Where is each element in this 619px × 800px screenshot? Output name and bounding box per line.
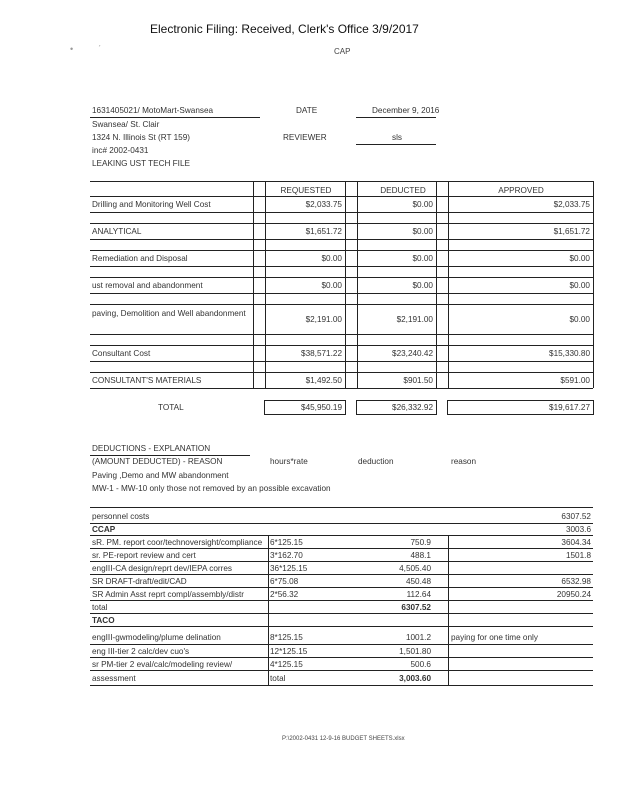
taco-row-label: engIII-gwmodeling/plume delination xyxy=(92,633,221,642)
taco-row-rate: 12*125.15 xyxy=(270,647,308,656)
row-rule xyxy=(90,685,593,686)
budget-row-deducted: $0.00 xyxy=(412,281,433,290)
budget-row-approved: $0.00 xyxy=(569,315,590,324)
row-rule xyxy=(90,361,593,362)
budget-row-label: CONSULTANT'S MATERIALS xyxy=(92,376,202,385)
ccap-row-rate: 6*125.15 xyxy=(270,538,303,547)
site-address-line: 1324 N. Illinois St (RT 159) xyxy=(92,133,190,142)
budget-row-deducted: $0.00 xyxy=(412,200,433,209)
taco-row-deduction: 1001.2 xyxy=(405,633,431,642)
row-rule xyxy=(90,626,593,627)
row-rule xyxy=(90,523,593,524)
row-rule xyxy=(90,535,593,536)
deductions-heading: DEDUCTIONS - EXPLANATION xyxy=(92,444,211,453)
budget-row-approved: $0.00 xyxy=(569,281,590,290)
table-divider xyxy=(448,535,449,685)
taco-row-label: eng III-tier 2 calc/dev cuo's xyxy=(92,647,190,656)
ccap-row-label: sr. PE-report review and cert xyxy=(92,551,196,560)
filing-stamp-header: Electronic Filing: Received, Clerk's Office 3/9/2017 xyxy=(150,22,419,36)
ccap-row-rate: 6*75.08 xyxy=(270,577,299,586)
row-rule xyxy=(90,507,593,508)
row-rule xyxy=(90,277,593,278)
row-rule xyxy=(90,293,593,294)
budget-row-label: ust removal and abandonment xyxy=(92,281,203,290)
budget-row-label: Remediation and Disposal xyxy=(92,254,188,263)
reviewer-label: REVIEWER xyxy=(283,133,327,142)
budget-row-approved: $1,651.72 xyxy=(553,227,590,236)
form-code: CAP xyxy=(334,47,351,56)
assessment-label: assessment xyxy=(92,674,136,683)
budget-row-approved: $2,033.75 xyxy=(553,200,590,209)
ccap-row-right: 1501.8 xyxy=(565,551,591,560)
budget-row-requested: $2,033.75 xyxy=(305,200,342,209)
ccap-row-label: engIII-CA design/reprt dev/IEPA corres xyxy=(92,564,233,573)
row-rule xyxy=(90,345,593,346)
row-rule xyxy=(90,657,593,658)
budget-row-deducted: $2,191.00 xyxy=(396,315,433,324)
personnel-heading-value: 6307.52 xyxy=(561,512,591,521)
row-rule xyxy=(90,644,593,645)
date-label: DATE xyxy=(296,106,318,115)
date-value: December 9, 2016 xyxy=(372,106,440,115)
deduction-note-2: MW-1 - MW-10 only those not removed by an possible excavation xyxy=(92,484,331,493)
col-deduction: deduction xyxy=(358,457,394,466)
budget-row-requested: $0.00 xyxy=(321,254,342,263)
col-deducted-header: DEDUCTED xyxy=(380,186,426,195)
deductions-subheading: (AMOUNT DEDUCTED) - REASON xyxy=(92,457,223,466)
budget-row-label: Drilling and Monitoring Well Cost xyxy=(92,200,211,209)
col-requested-header: REQUESTED xyxy=(280,186,332,195)
ccap-row-label: sR. PM. report coor/technoversight/compliance xyxy=(92,538,263,547)
col-hours-rate: hours*rate xyxy=(270,457,308,466)
budget-row-requested: $1,492.50 xyxy=(305,376,342,385)
row-rule xyxy=(90,600,593,601)
ccap-row-deduction: 450.48 xyxy=(405,577,431,586)
budget-total-approved: $19,617.27 xyxy=(549,403,590,412)
reviewer-underline xyxy=(356,144,436,145)
row-rule xyxy=(90,574,593,575)
row-rule xyxy=(90,561,593,562)
row-rule xyxy=(90,266,593,267)
ccap-total-label: total xyxy=(92,603,108,612)
row-rule xyxy=(90,250,593,251)
ccap-row-deduction: 750.9 xyxy=(410,538,431,547)
ccap-row-rate: 36*125.15 xyxy=(270,564,308,573)
row-rule xyxy=(90,212,593,213)
budget-row-requested: $1,651.72 xyxy=(305,227,342,236)
budget-total-label: TOTAL xyxy=(158,403,184,412)
budget-row-approved: $0.00 xyxy=(569,254,590,263)
deduction-note-1: Paving ,Demo and MW abandonment xyxy=(92,471,229,480)
budget-row-label: Consultant Cost xyxy=(92,349,151,358)
row-rule xyxy=(90,334,593,335)
row-rule xyxy=(90,388,593,389)
reviewer-value: sls xyxy=(392,133,403,142)
tech-file-line: LEAKING UST TECH FILE xyxy=(92,159,190,168)
site-id-underline xyxy=(90,117,260,118)
row-rule xyxy=(90,613,593,614)
budget-row-requested: $38,571.22 xyxy=(301,349,342,358)
taco-row-deduction: 500.6 xyxy=(410,660,431,669)
row-rule xyxy=(90,239,593,240)
taco-row-rate: 4*125.15 xyxy=(270,660,303,669)
deductions-heading-rule xyxy=(90,455,250,456)
scan-mark-dot: • xyxy=(70,44,74,54)
col-reason: reason xyxy=(451,457,477,466)
personnel-heading: personnel costs xyxy=(92,512,150,521)
col-approved-header: APPROVED xyxy=(498,186,544,195)
table-divider xyxy=(593,181,594,388)
taco-row-deduction: 1,501.80 xyxy=(399,647,431,656)
row-rule xyxy=(90,587,593,588)
row-rule xyxy=(90,304,593,305)
assessment-rate: total xyxy=(270,674,286,683)
ccap-row-label: SR Admin Asst reprt compl/assembly/distr xyxy=(92,590,244,599)
taco-row-reason: paying for one time only xyxy=(451,633,538,642)
budget-row-requested: $0.00 xyxy=(321,281,342,290)
budget-total-deducted: $26,332.92 xyxy=(392,403,433,412)
site-county-line: Swansea/ St. Clair xyxy=(92,120,160,129)
taco-label: TACO xyxy=(92,616,115,625)
incident-number-line: inc# 2002-0431 xyxy=(92,146,149,155)
ccap-row-rate: 3*162.70 xyxy=(270,551,303,560)
table-divider xyxy=(268,535,269,685)
row-rule xyxy=(90,372,593,373)
taco-row-rate: 8*125.15 xyxy=(270,633,303,642)
budget-row-requested: $2,191.00 xyxy=(305,315,342,324)
budget-total-requested: $45,950.19 xyxy=(301,403,342,412)
file-path-footer: P:\2002-0431 12-9-16 BUDGET SHEETS.xlsx xyxy=(282,736,405,742)
row-rule xyxy=(90,196,593,197)
ccap-row-label: SR DRAFT-draft/edit/CAD xyxy=(92,577,187,586)
budget-row-label: paving, Demolition and Well abandonment xyxy=(92,309,246,318)
budget-row-approved: $15,330.80 xyxy=(549,349,590,358)
date-underline xyxy=(356,117,436,118)
ccap-total-value: 6307.52 xyxy=(401,603,431,612)
site-id-line: 1631405021/ MotoMart-Swansea xyxy=(92,106,214,115)
budget-row-deducted: $0.00 xyxy=(412,254,433,263)
table-top-rule xyxy=(90,181,593,182)
ccap-value: 3003.6 xyxy=(565,525,591,534)
assessment-value: 3,003.60 xyxy=(399,674,431,683)
ccap-row-right: 20950.24 xyxy=(556,590,591,599)
ccap-row-rate: 2*56.32 xyxy=(270,590,299,599)
row-rule xyxy=(90,670,593,671)
ccap-row-right: 3604.34 xyxy=(561,538,591,547)
budget-row-label: ANALYTICAL xyxy=(92,227,142,236)
taco-row-label: sr PM-tier 2 eval/calc/modeling review/ xyxy=(92,660,233,669)
budget-row-approved: $591.00 xyxy=(560,376,590,385)
row-rule xyxy=(90,223,593,224)
ccap-row-right: 6532.98 xyxy=(561,577,591,586)
ccap-row-deduction: 4,505.40 xyxy=(399,564,431,573)
ccap-row-deduction: 488.1 xyxy=(410,551,431,560)
scan-mark-tick: ˊ xyxy=(98,44,101,54)
ccap-row-deduction: 112.64 xyxy=(406,590,431,599)
budget-row-deducted: $23,240.42 xyxy=(392,349,433,358)
budget-row-deducted: $901.50 xyxy=(403,376,433,385)
ccap-label: CCAP xyxy=(92,525,116,534)
row-rule xyxy=(90,548,593,549)
budget-row-deducted: $0.00 xyxy=(412,227,433,236)
